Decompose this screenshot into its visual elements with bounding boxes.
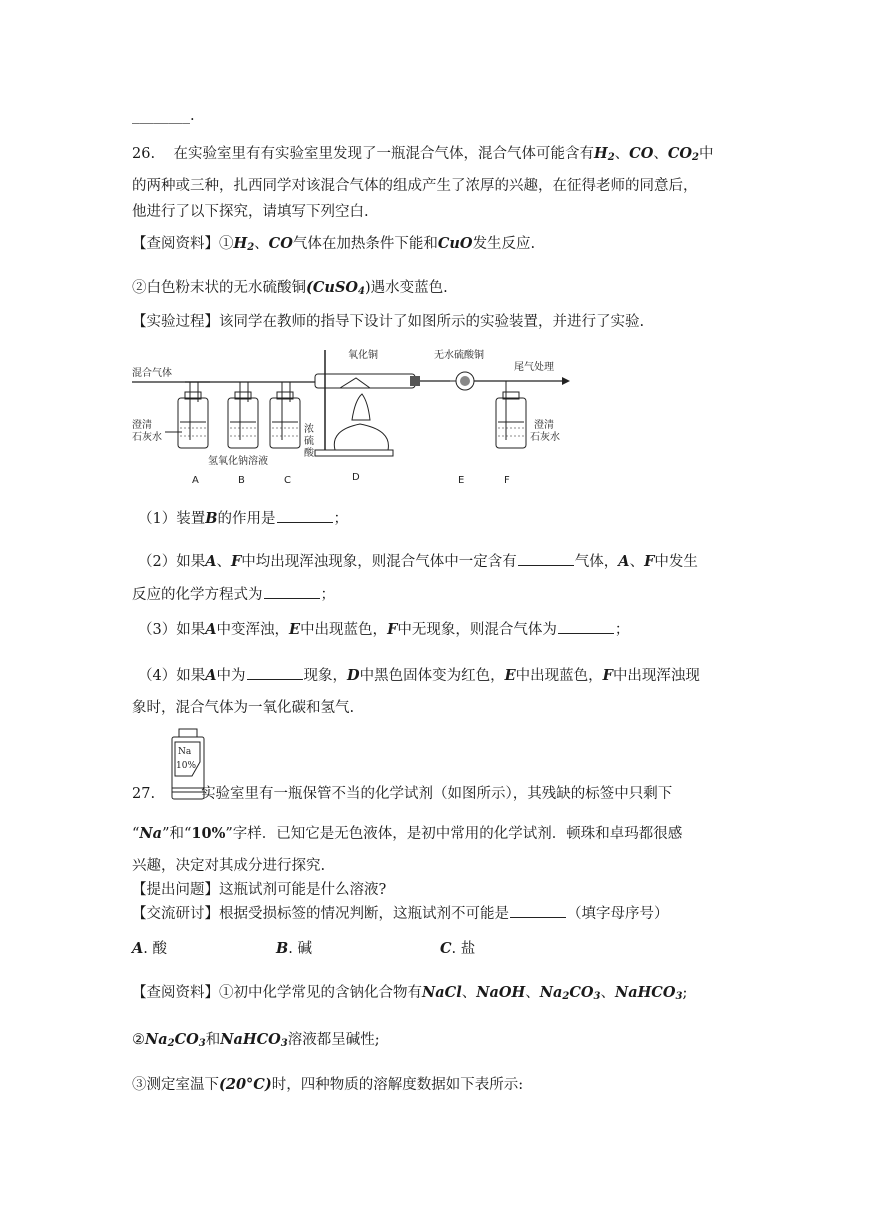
q26-sub4: （4）如果A中为 现象，D中黑色固体变为红色，E中出现蓝色，F中出现浑浊现: [138, 667, 700, 684]
bottle-f: [496, 381, 526, 448]
temperature: (20°C): [219, 1076, 272, 1093]
option-c[interactable]: C. 盐: [440, 940, 476, 957]
q26-line3: 他进行了以下探究，请填写下列空白.: [132, 204, 369, 220]
q26-text: 在实验室里有有实验室里发现了一瓶混合气体，混合气体可能含有: [173, 146, 594, 162]
formula-co: CO: [268, 235, 293, 252]
formula-na: Na: [139, 825, 163, 842]
formula-cuso4: (CuSO$_4$: [306, 279, 366, 297]
formula-co2: $CO_2$: [667, 145, 699, 163]
formula-co: CO: [629, 145, 654, 162]
formula-h2: $H_2$: [594, 145, 615, 163]
diagram-label-e: E: [458, 475, 465, 486]
option-a[interactable]: A. 酸: [132, 940, 167, 957]
q26-sub2-line2: 反应的化学方程式为 ；: [132, 584, 335, 605]
bottle-a: [178, 382, 208, 448]
answer-blank[interactable]: [277, 508, 333, 523]
diagram-limewater-a1: 澄清: [132, 420, 152, 431]
answer-blank[interactable]: [264, 584, 320, 599]
formula-h2: $H_2$: [233, 235, 255, 253]
formula-nahco3: NaHCO$_3$: [614, 984, 683, 1002]
diagram-label-d: D: [352, 472, 360, 483]
bottle-label-na: Na: [178, 747, 192, 757]
formula-nacl: NaCl: [422, 984, 462, 1001]
diagram-inlet-label: 混合气体: [132, 368, 172, 379]
q26-process: 【实验过程】该同学在教师的指导下设计了如图所示的实验装置，并进行了实验.: [132, 314, 645, 330]
formula-naoh: NaOH: [476, 984, 526, 1001]
bottle-b: [228, 382, 258, 448]
diagram-limewater-a2: 石灰水: [132, 432, 162, 443]
q27-line3: 兴趣，决定对其成分进行探究.: [132, 858, 326, 874]
q26-line2: 的两种或三种，扎西同学对该混合气体的组成产生了浓厚的兴趣，在征得老师的同意后，: [132, 178, 698, 194]
label-pct: 10%: [191, 825, 226, 842]
q27-question: 【提出问题】这瓶试剂可能是什么溶液?: [132, 882, 387, 898]
diagram-label-c: C: [284, 475, 291, 486]
bottle-c: [270, 382, 300, 448]
q27-line2: “Na”和“10%”字样．已知它是无色液体，是初中常用的化学试剂．顿珠和卓玛都很感: [132, 825, 683, 842]
apparatus-diagram: [130, 340, 570, 490]
apparatus-e: [434, 348, 500, 390]
q26-number: 26.: [132, 146, 156, 162]
option-b[interactable]: B. 碱: [276, 940, 312, 957]
answer-blank[interactable]: [510, 903, 566, 918]
q27-discuss: 【交流研讨】根据受损标签的情况判断，这瓶试剂不可能是 （填字母序号）: [132, 903, 669, 924]
answer-blank[interactable]: [558, 619, 614, 634]
q26-sub3: （3）如果A中变浑浊，E中出现蓝色，F中无现象，则混合气体为 ；: [138, 621, 630, 638]
top-blank-line: ________.: [132, 108, 195, 124]
diagram-label-b: B: [238, 475, 245, 486]
diagram-cuo-label: 氧化铜: [348, 350, 378, 361]
diagram-acid1: 浓: [304, 424, 314, 435]
q27-line1: 27. 实验室里有一瓶保管不当的化学试剂（如图所示），其残缺的标签中只剩下: [132, 786, 673, 802]
diagram-tail-label: 尾气处理: [514, 362, 554, 373]
diagram-acid2: 硫: [304, 436, 314, 447]
formula-na2co3: $Na_2CO_3$: [145, 1031, 206, 1049]
apparatus-d: [315, 348, 420, 456]
q27-reference-2: $②Na_2CO_3$和NaHCO$_3$溶液都呈碱性;: [132, 1031, 380, 1049]
q26-line1: 26. 在实验室里有有实验室里发现了一瓶混合气体，混合气体可能含有$H_2$、CO、$CO_2$中: [132, 145, 714, 163]
diagram-label-f: F: [504, 475, 510, 486]
diagram-label-a: A: [192, 475, 199, 486]
formula-cuo: CuO: [437, 235, 473, 252]
q26-reference-1: 【查阅资料】$①H_2$、CO气体在加热条件下能和CuO发生反应.: [132, 235, 536, 253]
diagram-limewater-f1: 澄清: [534, 420, 554, 431]
diagram-naoh-label: 氢氧化钠溶液: [208, 456, 268, 467]
q26-sub2: （2）如果A、F中均出现浑浊现象，则混合气体中一定含有 气体，A、F中发生: [138, 553, 698, 570]
formula-nahco3: NaHCO$_3$: [220, 1031, 288, 1049]
answer-blank[interactable]: [518, 551, 574, 566]
answer-blank[interactable]: [247, 665, 303, 680]
diagram-cuso4-label: 无水硫酸铜: [434, 350, 484, 361]
diagram-acid3: 酸: [304, 448, 314, 459]
q27-number: 27.: [132, 786, 156, 802]
bottle-label-pct: 10%: [176, 761, 197, 771]
q27-reference-1: 【查阅资料】①初中化学常见的含钠化合物有NaCl、NaOH、$Na_2CO_3$、NaHCO$_3$;: [132, 984, 688, 1002]
q26-sub4-line2: 象时，混合气体为一氧化碳和氢气.: [132, 700, 355, 716]
q27-reference-3: ③测定室温下(20°C)时，四种物质的溶解度数据如下表所示:: [132, 1076, 524, 1093]
formula-na2co3: $Na_2CO_3$: [539, 984, 601, 1002]
q26-sub1: （1）装置B的作用是 ；: [138, 510, 348, 527]
diagram-limewater-f2: 石灰水: [530, 432, 560, 443]
q26-reference-2: ②白色粉末状的无水硫酸铜(CuSO$_4$)遇水变蓝色.: [132, 279, 448, 297]
